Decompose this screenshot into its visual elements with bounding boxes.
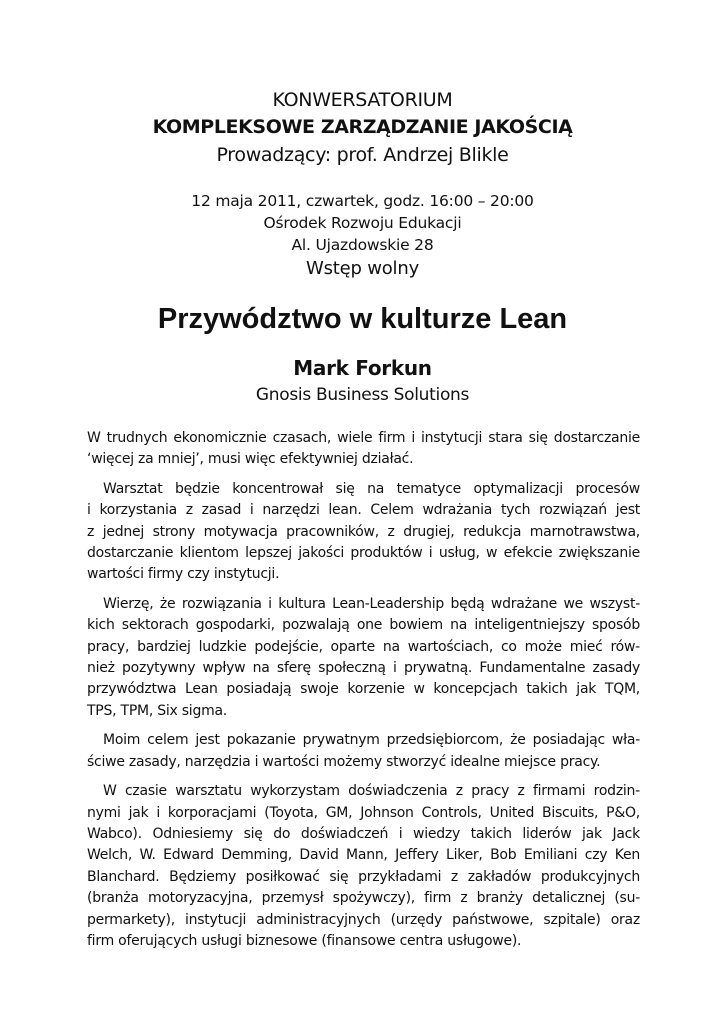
text-line: przywództwa Lean posiadają swoje korzenie w koncepcjach takich jak TQM, [87, 681, 640, 698]
series-label: KONWERSATORIUM [272, 89, 453, 111]
text-line: W czasie warsztatu wykorzystam doświadczenia z pracy z firmami rodzin- [103, 783, 640, 800]
text-line: i korzystania z zasad i narzędzi lean. Celem wdrażania tych rozwiązań jest [87, 502, 640, 519]
paragraph-1 [87, 428, 640, 471]
text-line: Welch, W. Edward Demming, David Mann, Jeffery Liker, Bob Emiliani czy Ken [87, 847, 640, 864]
host-line: Prowadzący: prof. Andrzej Blikle [216, 144, 509, 166]
text-line: Moim celem jest pokazanie prywatnym przedsiębiorcom, że posiadając wła- [103, 732, 640, 749]
text-line: kich sektorach gospodarki, pozwalają one bowiem na inteligentniejszy sposób [87, 617, 640, 634]
event-details [0, 190, 725, 282]
text-line: nież pozytywny wpływ na sferę społeczną i prywatną. Fundamentalne zasady [87, 660, 640, 677]
text-line: z jednej strony motywacja pracowników, z drugiej, redukcja marnotrawstwa, [87, 523, 640, 540]
speaker-block [0, 354, 725, 408]
event-admission: Wstęp wolny [305, 258, 420, 279]
text-line: ściwe zasady, narzędzia i wartości możemy stworzyć idealne miejsce pracy. [87, 753, 601, 770]
speaker-name: Mark Forkun [293, 356, 432, 380]
text-line: Blanchard. Będziemy posiłkować się przykładami z zakładów produkcyjnych [87, 868, 640, 885]
event-address: Al. Ujazdowskie 28 [291, 236, 434, 254]
text-line: Warsztat będzie koncentrował się na tematyce optymalizacji procesów [103, 480, 640, 497]
course-title: KOMPLEKSOWE ZARZĄDZANIE JAKOŚCIĄ [152, 116, 573, 138]
text-line: nymi jak i korporacjami (Toyota, GM, Johnson Controls, United Biscuits, P&O, [87, 804, 640, 821]
text-line: permarkety), instytucji administracyjnych (urzędy państwowe, szpitale) oraz [87, 911, 640, 928]
text-line: pracy, bardziej ludzkie podejście, oparte na wartościach, co może mieć rów- [87, 638, 640, 655]
text-line: W trudnych ekonomicznie czasach, wiele firm i instytucji stara się dostarczanie [87, 430, 640, 446]
paragraph-2 [87, 479, 640, 586]
text-line: ‘więcej za mniej’, musi więc efektywniej działać. [87, 451, 414, 468]
paragraph-4 [87, 730, 640, 773]
speaker-company: Gnosis Business Solutions [255, 385, 470, 405]
event-header [0, 86, 725, 169]
text-line: (branża motoryzacyjna, przemysł spożywczy), firm z branży detalicznej (su- [87, 890, 640, 907]
text-line: dostarczanie klientom lepszej jakości produktów i usług, w efekcie zwiększanie [87, 545, 640, 562]
lecture-title: Przywództwo w kulturze Lean [157, 303, 568, 335]
body-text [87, 428, 640, 960]
text-line: Wierzę, że rozwiązania i kultura Lean-Leadership będą wdrażane we wszyst- [103, 595, 640, 612]
text-line: firm oferujących usługi biznesowe (finansowe centra usługowe). [87, 932, 522, 949]
event-venue: Ośrodek Rozwoju Edukacji [263, 214, 462, 232]
event-datetime: 12 maja 2011, czwartek, godz. 16:00 – 20:00 [191, 192, 534, 210]
text-line: wartości firmy czy instytucji. [87, 566, 280, 583]
paragraph-3 [87, 594, 640, 722]
text-line: TPS, TPM, Six sigma. [87, 702, 228, 719]
paragraph-5 [87, 781, 640, 952]
text-line: Wabco). Odniesiemy się do doświadczeń i wiedzy takich liderów jak Jack [87, 825, 640, 842]
